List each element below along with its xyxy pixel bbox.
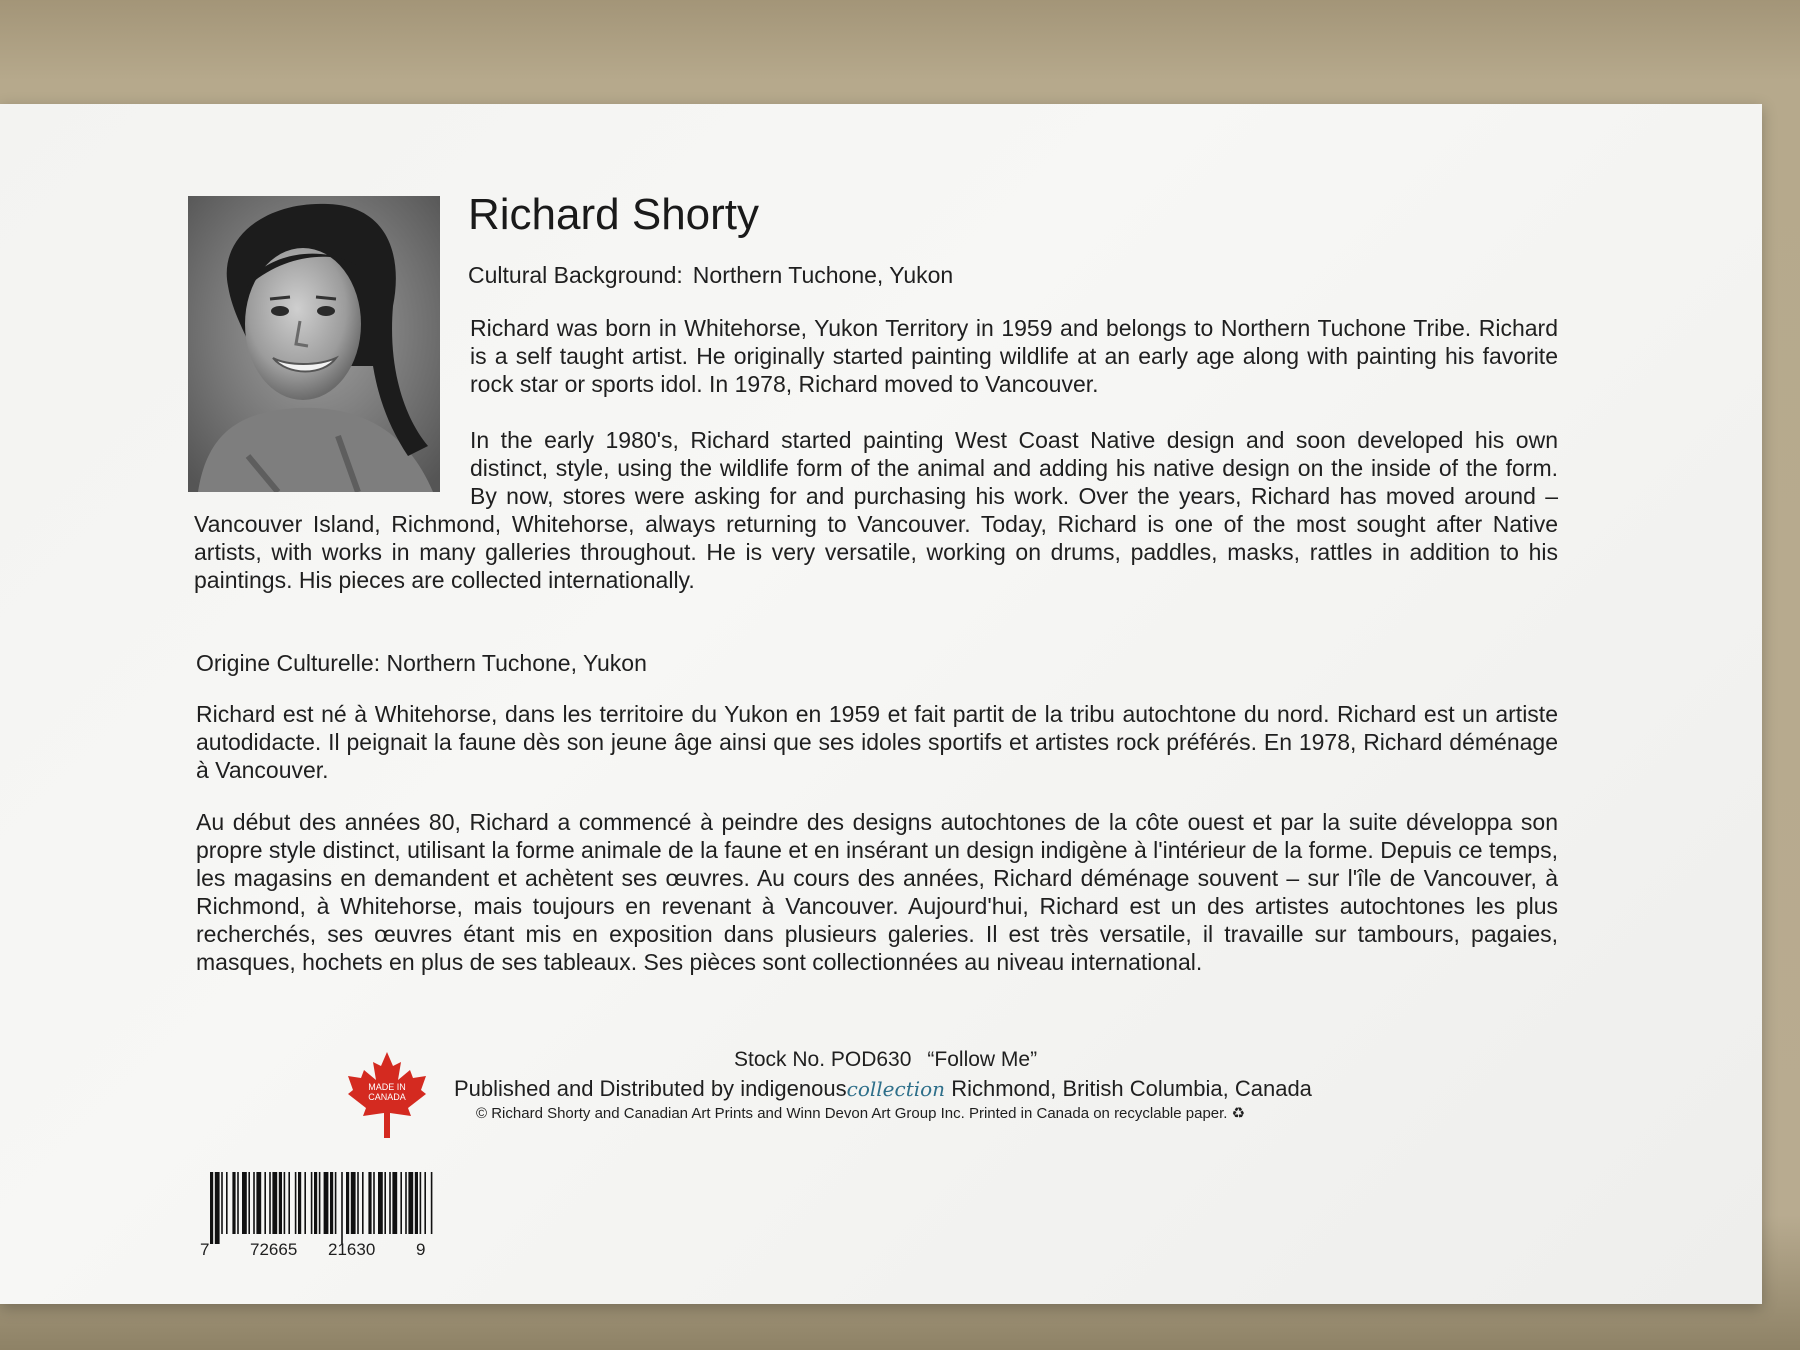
cultural-background-label: Cultural Background: [468, 262, 683, 288]
barcode-group-1: 72665 [250, 1240, 298, 1259]
barcode-bar [324, 1172, 329, 1234]
barcode-check-digit: 9 [416, 1240, 426, 1259]
barcode-bar [221, 1172, 223, 1234]
barcode-bar [357, 1172, 359, 1234]
barcode-bar [242, 1172, 247, 1234]
brand-logo [740, 1076, 945, 1101]
copyright-line: © Richard Shorty and Canadian Art Prints and Winn Devon Art Group Inc. Printed in Canada on recyclable paper. ♻ [476, 1105, 1246, 1122]
publisher-location: Richmond, British Columbia, Canada [951, 1076, 1312, 1101]
barcode-bar [392, 1172, 397, 1234]
barcode-lead-digit: 7 [200, 1240, 210, 1259]
brand-script: collection [846, 1077, 946, 1101]
barcode-bar [237, 1172, 239, 1234]
barcode-bar [226, 1172, 228, 1234]
barcode-bar [368, 1172, 371, 1234]
barcode-bar [431, 1172, 433, 1234]
stock-line [734, 1048, 1037, 1072]
maple-leaf-icon [346, 1050, 428, 1140]
artist-name: Richard Shorty [468, 190, 760, 239]
barcode-bar [232, 1172, 235, 1234]
barcode-bar [408, 1172, 413, 1234]
barcode-bar [330, 1172, 333, 1234]
barcode-bar [335, 1172, 337, 1234]
cultural-background-value: Northern Tuchone, Yukon [692, 262, 954, 288]
barcode-bar [424, 1172, 426, 1234]
print-title: “Follow Me” [927, 1048, 1038, 1071]
barcode-bar [210, 1172, 213, 1244]
artist-card [0, 104, 1762, 1304]
barcode-bar [311, 1172, 313, 1234]
barcode-bar [346, 1172, 349, 1234]
barcode-bar [420, 1172, 422, 1234]
barcode-bar [378, 1172, 383, 1234]
made-in-canada-logo [346, 1050, 428, 1140]
english-paragraph-1: Richard was born in Whitehorse, Yukon Territory in 1959 and belongs to Northern Tuchone Tribe. Richard is a self taught artist. He originally started painting wildlife at an early age along with painting his favorite rock star or sports idol. In 1978, Richard moved to Vancouver. [470, 315, 1558, 397]
barcode-group-2: 21630 [328, 1240, 376, 1259]
barcode-bar [415, 1172, 418, 1234]
barcode-bar [288, 1172, 290, 1234]
barcode-bars [210, 1172, 442, 1244]
cultural-background [468, 262, 953, 289]
barcode-bar [314, 1172, 317, 1234]
barcode-bar [284, 1172, 286, 1234]
barcode-bar [304, 1172, 306, 1234]
barcode-bar [269, 1172, 271, 1234]
made-in-line-1: MADE IN [368, 1082, 406, 1092]
publisher-line [454, 1076, 1312, 1102]
barcode-bar [341, 1172, 343, 1244]
barcode-bar [215, 1172, 220, 1244]
french-cultural-background: Origine Culturelle: Northern Tuchone, Yukon [196, 650, 647, 676]
barcode-bar [405, 1172, 407, 1234]
made-in-line-2: CANADA [368, 1092, 406, 1102]
published-prefix: Published and Distributed by [454, 1076, 735, 1101]
english-paragraph-2-text: In the early 1980's, Richard started painting West Coast Native design and soon developed his own distinct, style, using the wildlife form of the animal and adding his native design on the inside of the form. By now, stores were asking for and purchasing his work. Over the years, Richard has moved around – Vancouver Island, Richmond, Whitehorse, always returning to Vancouver. Today, Richard is one of the most sought after Native artists, with works in many galleries throughout. He is very versatile, working on drums, paddles, masks, rattles in addition to his paintings. His pieces are collected internationally. [194, 427, 1558, 593]
french-paragraph-2: Au début des années 80, Richard a commencé à peindre des designs autochtones de la côte ouest et par la suite développa son propre style distinct, utilisant la forme animale de la faune et en insérant un design indigène à l'intérieur de la forme. Depuis ce temps, les magasins en demandent et achètent ses œuvres. Au cours des années, Richard déménage souvent – sur l'île de Vancouver, à Richmond, à Whitehorse, mais toujours en revenant à Vancouver. Aujourd'hui, Richard est un des artistes autochtones les plus recherchés, ses œuvres étant mis en exposition dans plusieurs galeries. Il est très versatile, il travaille sur tambours, pagaies, masques, hochets en plus de ses tableaux. Ses pièces sont collectionnées au niveau international. [196, 809, 1558, 975]
barcode-bar [319, 1172, 321, 1234]
stock-number: Stock No. POD630 [734, 1048, 912, 1071]
barcode-bar [351, 1172, 356, 1234]
barcode-bar [295, 1172, 297, 1234]
barcode-bar [256, 1172, 261, 1234]
barcode-bar [253, 1172, 255, 1234]
barcode [200, 1172, 432, 1262]
barcode-bar [362, 1172, 364, 1234]
english-paragraph-2 [194, 426, 1558, 594]
barcode-bar [298, 1172, 301, 1234]
french-paragraph-1: Richard est né à Whitehorse, dans les territoire du Yukon en 1959 et fait partit de la tribu autochtone du nord. Richard est un artiste autodidacte. Il peignait la faune dès son jeune âge ainsi que ses idoles sportifs et artistes rock préférés. En 1978, Richard déménage à Vancouver. [196, 701, 1558, 783]
barcode-bar [279, 1172, 282, 1234]
barcode-bar [264, 1172, 266, 1234]
barcode-bar [248, 1172, 250, 1234]
barcode-bar [400, 1172, 402, 1234]
barcode-bar [389, 1172, 391, 1234]
barcode-bar [373, 1172, 375, 1234]
brand-main: indigenous [740, 1076, 847, 1101]
barcode-bar [272, 1172, 277, 1234]
barcode-bar [384, 1172, 386, 1234]
